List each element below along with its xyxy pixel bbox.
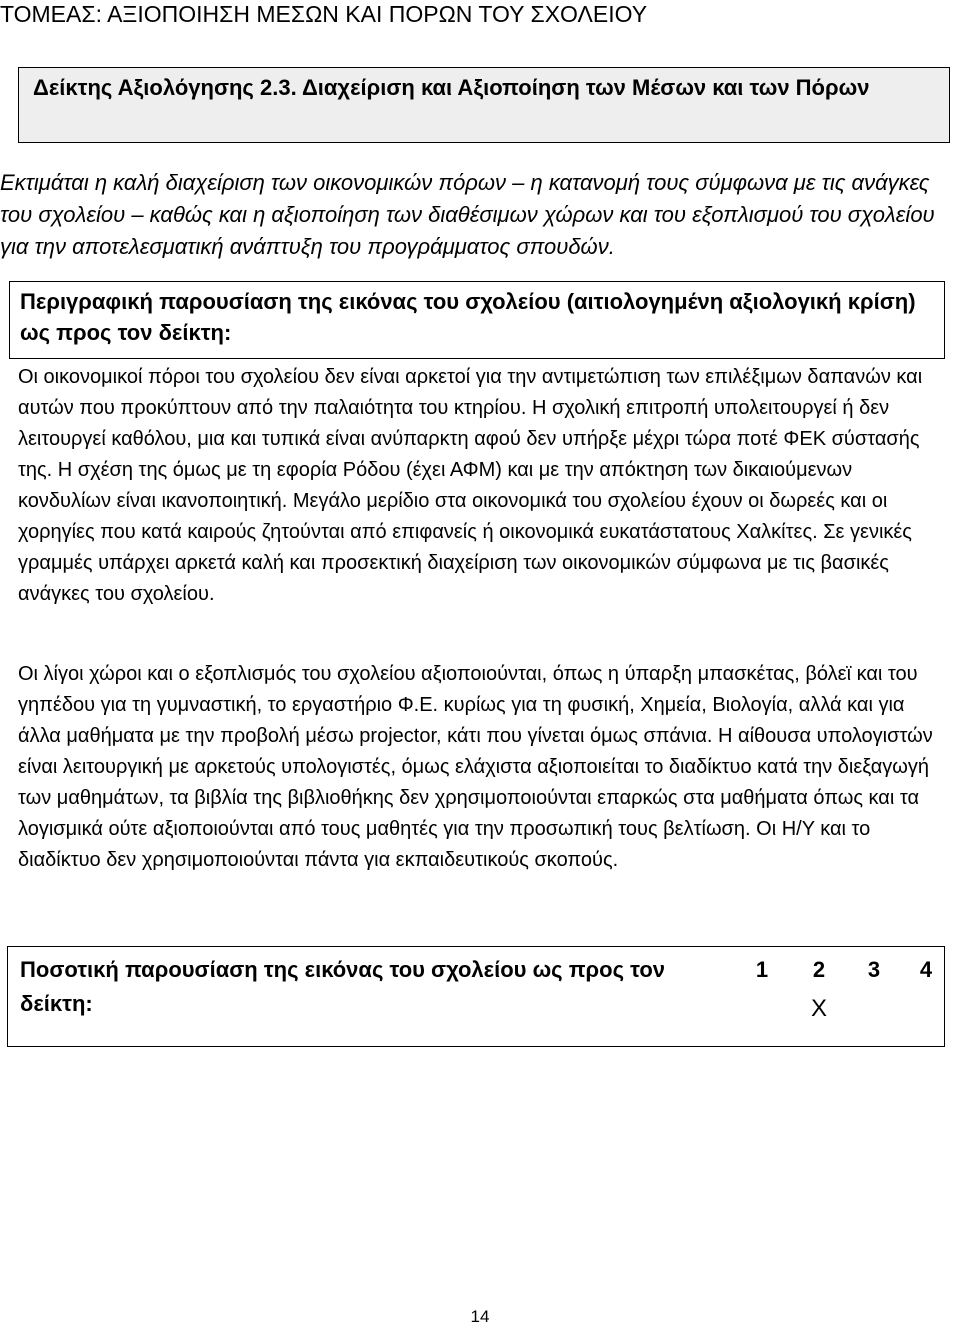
rating-scale-2: 2 [812,957,826,982]
description-heading-box [9,281,945,359]
rating-scale-3: 3 [867,957,881,982]
rating-scale-1: 1 [755,957,769,982]
indicator-title: Δείκτης Αξιολόγησης 2.3. Διαχείριση και Αξιοποίηση των Μέσων και των Πόρων [33,75,870,100]
indicator-intro: Εκτιμάται η καλή διαχείριση των οικονομικών πόρων – η κατανομή τους σύμφωνα με τις ανάγκες του σχολείου – καθώς και η αξιοποίηση των διαθέσιμων χώρων και του εξοπλισμού του σχολείου για την αποτελεσματική ανάπτυξη του προγράμματος σπουδών. [0,170,935,259]
rating-selected-mark: Χ [810,995,827,1022]
rating-scale-4: 4 [919,957,933,982]
page-number: 14 [470,1307,490,1326]
rating-label: Ποσοτική παρουσίαση της εικόνας του σχολείου ως προς τον δείκτη: [20,957,666,1016]
paragraph-financial-resources: Οι οικονομικοί πόροι του σχολείου δεν είναι αρκετοί για την αντιμετώπιση των επιλέξιμων δαπανών και αυτών που προκύπτουν από την παλαιότητα του κτηρίου. Η σχολική επιτροπή υπολειτουργεί ή δεν λειτουργεί καθόλου, μια και τυπικά είναι ανύπαρκτη αφού δεν υπήρξε μέχρι τώρα ποτέ ΦΕΚ σύστασής της. Η σχέση της όμως με τη εφορία Ρόδου (έχει ΑΦΜ) και με την απόκτηση των δικαιούμενων κονδυλίων είναι ικανοποιητική. Μεγάλο μερίδιο στα οικονομικά του σχολείου έχουν οι δωρεές και οι χορηγίες που κατά καιρούς ζητούνται από επιφανείς ή οικονομικά ευκατάστατους Χαλκίτες. Σε γενικές γραμμές υπάρχει αρκετά καλή και προσεκτική διαχείριση των οικονομικών σύμφωνα με τις βασικές ανάγκες του σχολείου. [18,366,923,605]
indicator-title-box [18,67,950,143]
paragraph-spaces-equipment: Οι λίγοι χώροι και ο εξοπλισμός του σχολείου αξιοποιούνται, όπως η ύπαρξη μπασκέτας, βόλεϊ και του γηπέδου για τη γυμναστική, το εργαστήριο Φ.Ε. κυρίως για τη φυσική, Χημεία, Βιολογία, αλλά και για άλλα μαθήματα με την προβολή μέσω projector, κάτι που γίνεται όμως σπάνια. Η αίθουσα υπολογιστών είναι λειτουργική με αρκετούς υπολογιστές, όμως ελάχιστα αξιοποιείται το διαδίκτυο κατά την διεξαγωγή των μαθημάτων, τα βιβλία της βιβλιοθήκης δεν χρησιμοποιούνται επαρκώς στα μαθήματα όπως και τα λογισμικά ούτε αξιοποιούνται από τους μαθητές για την προσωπική τους βελτίωση. Οι Η/Υ και το διαδίκτυο δεν χρησιμοποιούνται πάντα για εκπαιδευτικούς σκοπούς. [18,663,933,871]
description-heading: Περιγραφική παρουσίαση της εικόνας του σχολείου (αιτιολογημένη αξιολογική κρίση) ως προς τον δείκτη: [20,289,916,345]
sector-title: ΤΟΜΕΑΣ: ΑΞΙΟΠΟΙΗΣΗ ΜΕΣΩΝ ΚΑΙ ΠΟΡΩΝ ΤΟΥ ΣΧΟΛΕΙΟΥ [0,1,648,27]
rating-table [7,946,945,1047]
